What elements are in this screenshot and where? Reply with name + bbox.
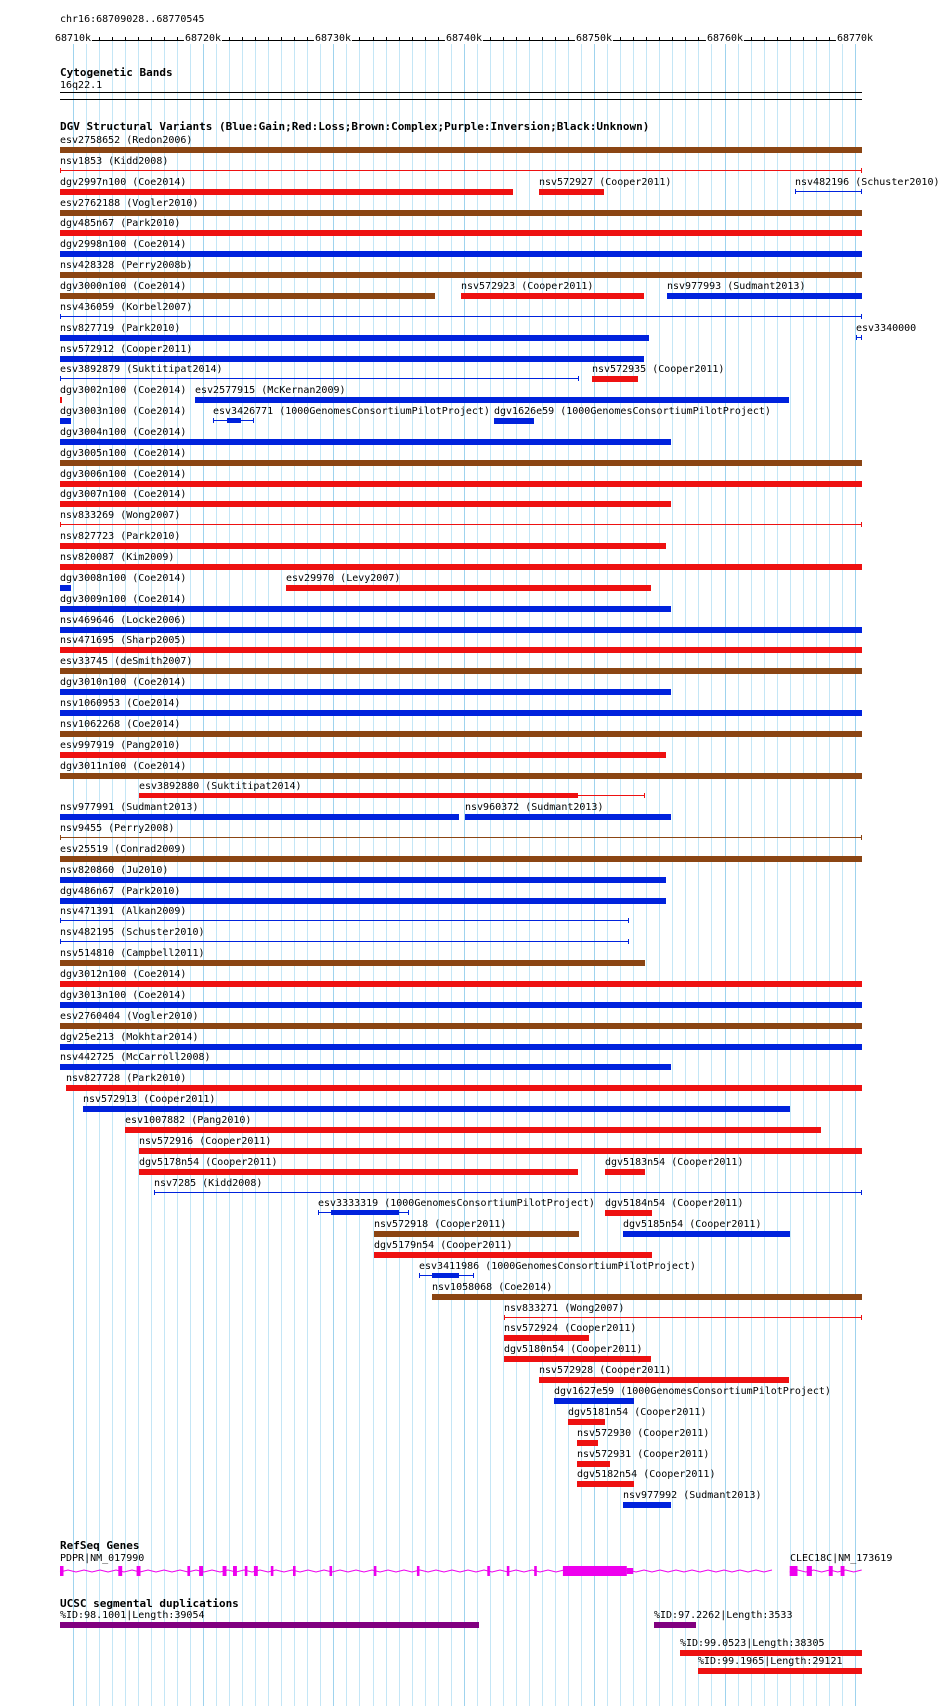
variant-bar [60,710,862,716]
variant-label: dgv3009n100 (Coe2014) [60,594,187,605]
variant-end-cap [60,939,61,944]
ruler-tick [490,37,491,41]
variant-label: dgv2998n100 (Coe2014) [60,239,187,250]
ruler-tick-label: 68710k [54,33,92,44]
ruler-tick [359,37,360,41]
refseq-track-title: RefSeq Genes [60,1539,140,1552]
ruler-tick [777,37,778,41]
ruler-tick-label: 68770k [836,33,874,44]
variant-end-cap [408,1210,409,1215]
variant-end-cap [861,168,862,173]
ruler-tick [399,37,400,41]
variant-bar [60,293,435,299]
variant-label: dgv3002n100 (Coe2014) [60,385,187,396]
variant-bar [60,1044,862,1050]
ruler-tick [633,37,634,41]
variant-bar [577,1440,598,1446]
gene-model [0,1562,890,1582]
variant-line [504,1317,862,1318]
variant-label: esv2760404 (Vogler2010) [60,1011,199,1022]
ruler-tick [164,37,165,41]
variant-label: nsv572918 (Cooper2011) [374,1219,507,1230]
variant-label: nsv1058068 (Coe2014) [432,1282,553,1293]
variant-bar [577,1481,634,1487]
variant-label: nsv977992 (Sudmant2013) [623,1490,762,1501]
variant-label: nsv428328 (Perry2008b) [60,260,193,271]
variant-end-cap [628,939,629,944]
variant-bar [465,814,671,820]
gene-intron-line [790,1570,862,1572]
variant-line [60,524,862,525]
variant-label: dgv3010n100 (Coe2014) [60,677,187,688]
variant-bar [592,376,638,382]
ruler-tick [542,37,543,41]
variant-label: nsv572930 (Cooper2011) [577,1428,710,1439]
variant-label: dgv486n67 (Park2010) [60,886,181,897]
variant-label: nsv471695 (Sharp2005) [60,635,187,646]
ruler-tick [386,37,387,41]
variant-label: nsv482196 (Schuster2010) [795,177,940,188]
variant-bar [539,189,604,195]
variant-end-cap [861,522,862,527]
variant-label: nsv9455 (Perry2008) [60,823,175,834]
ruler-tick [294,37,295,41]
variant-bar [504,1356,651,1362]
segdup-label: %ID:97.2262|Length:3533 [654,1610,793,1621]
variant-label: esv3892879 (Suktitipat2014) [60,364,223,375]
variant-bar [504,1335,589,1341]
variant-label: nsv572924 (Cooper2011) [504,1323,637,1334]
variant-label: esv3426771 (1000GenomesConsortiumPilotProject) [213,406,490,417]
variant-label: dgv3003n100 (Coe2014) [60,406,187,417]
variant-end-cap [473,1273,474,1278]
variant-label: dgv3013n100 (Coe2014) [60,990,187,1001]
variant-bar [60,1002,862,1008]
variant-label: dgv1626e59 (1000GenomesConsortiumPilotProject) [494,406,771,417]
variant-bar [60,606,671,612]
variant-label: nsv572916 (Cooper2011) [139,1136,272,1147]
gene-exon [807,1566,812,1576]
variant-end-cap [795,189,796,194]
ruler-tick [698,37,699,41]
ruler-tick [503,37,504,41]
ruler-tick [829,37,830,41]
variant-bar [605,1210,652,1216]
variant-end-cap [253,418,254,423]
variant-bar [494,418,534,424]
variant-label: nsv1062268 (Coe2014) [60,719,181,730]
variant-label: nsv442725 (McCarroll2008) [60,1052,211,1063]
variant-end-cap [861,314,862,319]
variant-bar [125,1127,821,1133]
variant-bar [60,752,666,758]
variant-label: dgv5184n54 (Cooper2011) [605,1198,744,1209]
ruler-tick [516,37,517,41]
variant-bar [60,731,862,737]
variant-line [60,316,862,317]
variant-label: nsv436059 (Korbel2007) [60,302,193,313]
variant-bar [60,585,71,591]
ruler-tick [620,37,621,41]
variant-label: nsv514810 (Campbell2011) [60,948,205,959]
ruler-tick [151,37,152,41]
ruler-tick-label: 68740k [445,33,483,44]
variant-label: dgv3005n100 (Coe2014) [60,448,187,459]
variant-label: dgv2997n100 (Coe2014) [60,177,187,188]
variant-label: esv2762188 (Vogler2010) [60,198,199,209]
variant-label: nsv572912 (Cooper2011) [60,344,193,355]
variant-bar [568,1419,605,1425]
variant-label: esv1007882 (Pang2010) [125,1115,252,1126]
variant-label: dgv3006n100 (Coe2014) [60,469,187,480]
variant-bar [66,1085,862,1091]
variant-label: esv3411986 (1000GenomesConsortiumPilotProject) [419,1261,696,1272]
variant-end-cap [213,418,214,423]
variant-thick-part [432,1273,459,1278]
ruler-tick [373,37,374,41]
variant-label: dgv3012n100 (Coe2014) [60,969,187,980]
ruler-tick-label: 68720k [184,33,222,44]
gene-label: CLEC18C|NM_173619 [790,1553,893,1564]
variant-bar [60,481,862,487]
variant-bar [60,460,862,466]
variant-bar [60,627,862,633]
variant-bar [60,335,649,341]
ruler-tick-label: 68750k [575,33,613,44]
variant-label: esv25519 (Conrad2009) [60,844,187,855]
variant-bar [139,1169,578,1175]
variant-bar [60,251,862,257]
variant-bar [60,564,862,570]
ruler-tick [242,37,243,41]
variant-label: nsv572935 (Cooper2011) [592,364,725,375]
variant-label: dgv3008n100 (Coe2014) [60,573,187,584]
segdup-label: %ID:98.1001|Length:39054 [60,1610,205,1621]
variant-bar [60,647,862,653]
gene-exon [841,1566,845,1576]
variant-label: nsv572927 (Cooper2011) [539,177,672,188]
variant-line [60,378,579,379]
ruler-tick [99,37,100,41]
ruler-tick [751,37,752,41]
cytoband-track-title: Cytogenetic Bands [60,66,173,79]
gene-exon [829,1566,833,1576]
variant-end-cap [861,1315,862,1320]
variant-label: dgv485n67 (Park2010) [60,218,181,229]
variant-bar [577,1461,610,1467]
variant-bar [60,189,513,195]
variant-label: nsv833269 (Wong2007) [60,510,181,521]
variant-end-cap [60,522,61,527]
variant-bar [139,1148,862,1154]
variant-label: nsv827723 (Park2010) [60,531,181,542]
variant-label: nsv482195 (Schuster2010) [60,927,205,938]
ruler-tick [555,37,556,41]
variant-label: nsv471391 (Alkan2009) [60,906,187,917]
variant-label: esv3333319 (1000GenomesConsortiumPilotProject) [318,1198,595,1209]
variant-label: esv3892880 (Suktitipat2014) [139,781,302,792]
variant-end-cap [318,1210,319,1215]
ruler-tick [307,37,308,41]
variant-end-cap [60,918,61,923]
variant-bar [60,230,862,236]
ruler-tick [790,37,791,41]
gene-exon [790,1566,798,1576]
ruler-tick [568,37,569,41]
variant-bar [195,397,789,403]
variant-bar [60,856,862,862]
variant-label: dgv3011n100 (Coe2014) [60,761,187,772]
variant-label: nsv833271 (Wong2007) [504,1303,625,1314]
variant-end-cap [628,918,629,923]
variant-end-cap [60,314,61,319]
variant-label: dgv1627e59 (1000GenomesConsortiumPilotProject) [554,1386,831,1397]
variant-bar [554,1398,634,1404]
ruler-tick-label: 68760k [706,33,744,44]
variant-label: nsv827719 (Park2010) [60,323,181,334]
variant-bar [60,960,645,966]
variant-label: dgv3004n100 (Coe2014) [60,427,187,438]
variant-bar [60,877,666,883]
variant-label: nsv1060953 (Coe2014) [60,698,181,709]
variant-label: nsv977991 (Sudmant2013) [60,802,199,813]
variant-end-cap [154,1190,155,1195]
variant-label: esv2758652 (Redon2006) [60,135,193,146]
variant-label: nsv572928 (Cooper2011) [539,1365,672,1376]
variant-label: dgv5185n54 (Cooper2011) [623,1219,762,1230]
variant-end-cap [861,835,862,840]
ruler-tick [685,37,686,41]
cytoband-band-line-bottom [60,99,862,100]
variant-end-cap [60,168,61,173]
variant-label: dgv5180n54 (Cooper2011) [504,1344,643,1355]
variant-thick-part [139,793,578,798]
variant-line [60,837,862,838]
variant-label: dgv5181n54 (Cooper2011) [568,1407,707,1418]
variant-line [154,1192,862,1193]
variant-bar [461,293,644,299]
variant-bar [60,356,644,362]
segdup-label: %ID:99.0523|Length:38305 [680,1638,825,1649]
variant-bar [605,1169,645,1175]
variant-label: esv29970 (Levy2007) [286,573,401,584]
ruler-tick-label: 68730k [314,33,352,44]
variant-label: nsv820087 (Kim2009) [60,552,175,563]
variant-line [795,191,862,192]
variant-label: dgv5179n54 (Cooper2011) [374,1240,513,1251]
variant-label: nsv572923 (Cooper2011) [461,281,594,292]
variant-bar [60,501,671,507]
variant-label: dgv5182n54 (Cooper2011) [577,1469,716,1480]
variant-end-cap [861,1190,862,1195]
cytoband-band-label: 16q22.1 [60,80,103,91]
variant-end-cap [861,335,862,340]
ruler-tick [125,37,126,41]
variant-end-cap [856,335,857,340]
ruler-tick [438,37,439,41]
ruler-tick [646,37,647,41]
ruler-tick [816,37,817,41]
ruler-tick [672,37,673,41]
variant-end-cap [578,376,579,381]
variant-bar [623,1231,790,1237]
segdup-bar [698,1668,862,1674]
variant-bar [286,585,651,591]
variant-label: nsv7285 (Kidd2008) [154,1178,263,1189]
ruler-tick [803,37,804,41]
cytoband-band-line [60,92,862,93]
variant-end-cap [644,793,645,798]
variant-label: nsv827728 (Park2010) [66,1073,187,1084]
variant-label: nsv960372 (Sudmant2013) [465,802,604,813]
variant-label: esv33745 (deSmith2007) [60,656,193,667]
variant-label: nsv469646 (Locke2006) [60,615,187,626]
segdup-bar [60,1622,479,1628]
variant-thick-part [227,418,241,423]
variant-label: dgv5178n54 (Cooper2011) [139,1157,278,1168]
variant-bar [539,1377,789,1383]
variant-label: nsv1853 (Kidd2008) [60,156,169,167]
ruler-tick [412,37,413,41]
variant-label: nsv977993 (Sudmant2013) [667,281,806,292]
variant-bar [60,210,862,216]
variant-label: esv2577915 (McKernan2009) [195,385,346,396]
variant-line [60,941,629,942]
variant-bar [83,1106,790,1112]
variant-bar [60,439,671,445]
variant-bar [623,1502,671,1508]
variant-end-cap [60,835,61,840]
dgv-track-title: DGV Structural Variants (Blue:Gain;Red:Loss;Brown:Complex;Purple:Inversion;Black:Unknown) [60,120,650,133]
variant-thick-part [331,1210,399,1215]
ruler-tick [112,37,113,41]
variant-label: nsv572913 (Cooper2011) [83,1094,216,1105]
variant-label: nsv572931 (Cooper2011) [577,1449,710,1460]
variant-label: dgv25e213 (Mokhtar2014) [60,1032,199,1043]
variant-bar [432,1294,862,1300]
variant-bar [60,1023,862,1029]
gene-label: PDPR|NM_017990 [60,1553,145,1564]
variant-bar [667,293,862,299]
ruler-tick [659,37,660,41]
variant-label: dgv3000n100 (Coe2014) [60,281,187,292]
variant-label: esv3340000 [856,323,917,334]
variant-bar [374,1252,652,1258]
segdup-bar [654,1622,696,1628]
segdup-label: %ID:99.1965|Length:29121 [698,1656,843,1667]
variant-line [60,170,862,171]
variant-end-cap [60,376,61,381]
variant-end-cap [861,189,862,194]
variant-label: nsv820860 (Ju2010) [60,865,169,876]
variant-label: dgv3007n100 (Coe2014) [60,489,187,500]
ruler-tick [281,37,282,41]
ruler-tick [425,37,426,41]
variant-bar [60,397,62,403]
variant-bar [60,981,862,987]
variant-bar [374,1231,579,1237]
ruler-tick [764,37,765,41]
variant-bar [60,1064,671,1070]
variant-label: esv997919 (Pang2010) [60,740,181,751]
variant-bar [60,418,71,424]
variant-bar [60,668,862,674]
ruler-tick [529,37,530,41]
variant-bar [60,689,671,695]
ruler-tick [229,37,230,41]
ruler-tick [268,37,269,41]
variant-bar [60,898,666,904]
variant-bar [60,272,862,278]
variant-end-cap [504,1315,505,1320]
variant-end-cap [419,1273,420,1278]
variant-label: dgv5183n54 (Cooper2011) [605,1157,744,1168]
variant-bar [60,147,862,153]
ruler-tick [177,37,178,41]
variant-bar [60,773,862,779]
region-label: chr16:68709028..68770545 [60,14,205,25]
variant-bar [60,543,666,549]
variant-line [60,920,629,921]
ruler-tick [138,37,139,41]
ruler-tick [255,37,256,41]
segdup-track-title: UCSC segmental duplications [60,1597,239,1610]
variant-bar [60,814,459,820]
